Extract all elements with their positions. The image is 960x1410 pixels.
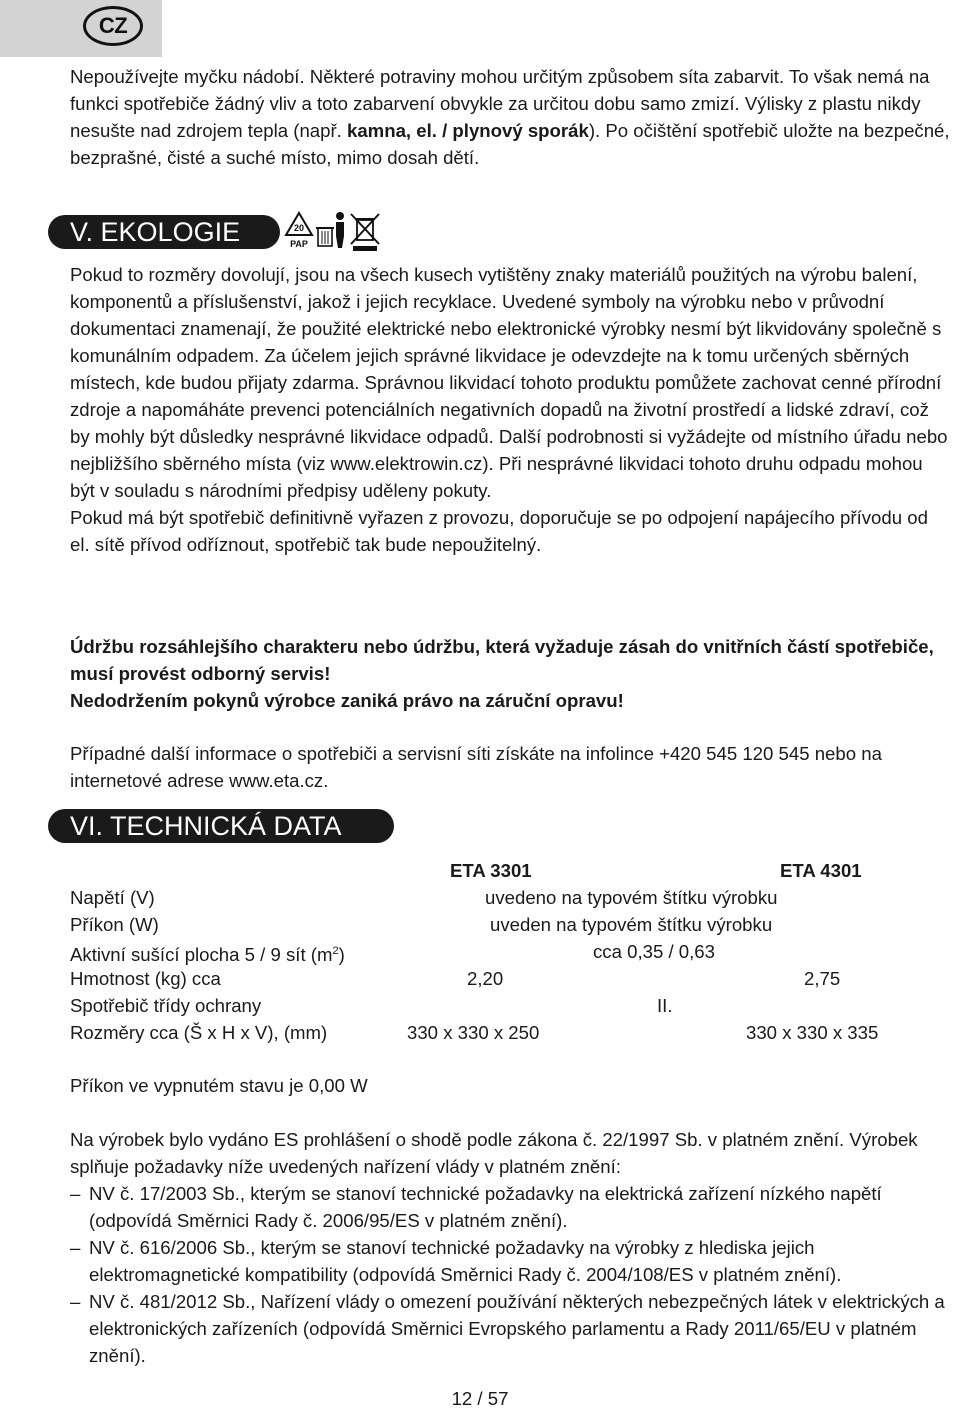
section-heading-technical-data: VI. TECHNICKÁ DATA (48, 809, 394, 843)
regulations-list (70, 1180, 958, 1369)
tech-row: Napětí (V) uvedeno na typovém štítku výrobku (70, 887, 778, 908)
recycling-icons (283, 210, 383, 252)
language-badge: CZ (83, 6, 143, 46)
standby-power: Příkon ve vypnutém stavu je 0,00 W (70, 1075, 368, 1096)
recycling-pap-icon (286, 213, 312, 249)
ecology-paragraph: Pokud to rozměry dovolují, jsou na všech kusech vytištěny znaky materiálů použitých na výrobu balení, komponentů a příslušenství, jakož i jejich recyklace. Uvedené symboly na výrobku nebo v průvodní dokumentaci znamenají, že použité elektrické nebo elektronické výrobky nesmí být likvidovány společně s komunálním odpadem. Za účelem jejich správné likvidace je odevzdejte na k tomu určených sběrných místech, kde budou přijaty zdarma. Správnou likvidací tohoto produktu pomůžete zachovat cenné přírodní zdroje a napomáháte prevenci potenciálních negativních dopadů na životní prostředí a lidské zdraví, což by mohly být důsledky nesprávné likvidace odpadů. Další podrobnosti si vyžádejte od místního úřadu nebo nejbližšího sběrného místa (viz www.elektrowin.cz). Při nesprávné likvidaci tohoto druhu odpadu mohou být v souladu s národními předpisy uděleny pokuty. (70, 264, 948, 501)
tech-row: Příkon (W) uveden na typovém štítku výrobku (70, 914, 773, 935)
tidyman-icon (316, 212, 344, 248)
intro-paragraph: Nepoužívejte myčku nádobí. Některé potraviny mohou určitým způsobem síta zabarvit. To však nemá na funkci spotřebiče žádný vliv a toto zabarvení obvykle za určitou dobu samo zmizí. Výlisky z plastu nikdy nesušte nad zdrojem tepla (např. kamna, el. / plynový sporák). Po očištění spotřebič uložte na bezpečné, bezprašné, čisté a suché místo, mimo dosah dětí. (70, 66, 950, 168)
service-warning: Údržbu rozsáhlejšího charakteru nebo údržbu, která vyžaduje zásah do vnitřních částí spotřebiče, musí provést odborný servis! Nedodržením pokynů výrobce zaniká právo na záruční opravu! (70, 636, 934, 711)
ecology-text (70, 261, 950, 558)
tech-row: Aktivní sušící plocha 5 / 9 sít $(m^2)$ cca 0,35 / 0,63 (70, 941, 715, 966)
list-item: – NV č. 17/2003 Sb., kterým se stanoví technické požadavky na elektrická zařízení nízkého napětí (odpovídá Směrnici Rady č. 2006/95/ES v platném znění). (70, 1183, 882, 1231)
svg-text:PAP: PAP (290, 239, 308, 249)
declaration-text: Na výrobek bylo vydáno ES prohlášení o shodě podle zákona č. 22/1997 Sb. v platném znění. Výrobek splňuje požadavky níže uvedených nařízení vlády v platném znění: (70, 1129, 918, 1177)
section-heading-ecology: V. EKOLOGIE (48, 215, 280, 249)
info-paragraph: Případné další informace o spotřebiči a servisní síti získáte na infolince +420 545 120 545 nebo na internetové adrese www.eta.cz. (70, 743, 882, 791)
model-b-header: ETA 4301 (780, 860, 862, 881)
crossed-bin-icon (351, 214, 379, 251)
model-a-header: ETA 3301 (450, 860, 532, 881)
tech-row: Rozměry cca (Š x H x V), (mm) 330 x 330 x 250 330 x 330 x 335 (70, 1022, 879, 1043)
page-number: 12 / 57 (451, 1388, 509, 1409)
list-item: – NV č. 616/2006 Sb., kterým se stanoví technické požadavky na výrobky z hlediska jejich elektromagnetické kompatibility (odpovídá Směrnici Rady č. 2004/108/ES v platném znění). (70, 1237, 842, 1285)
svg-text:20: 20 (293, 223, 305, 233)
list-item: – NV č. 481/2012 Sb., Nařízení vlády o omezení používání některých nebezpečných látek v elektrických a elektronických zařízeních (odpovídá Směrnici Evropského parlamentu a Rady 2011/65/EU v platném znění). (70, 1291, 945, 1366)
tech-header-row (70, 857, 950, 884)
ecology-paragraph: Pokud má být spotřebič definitivně vyřazen z provozu, doporučuje se po odpojení napájecího přívodu od el. sítě přívod odříznout, spotřebič tak bude nepoužitelný. (70, 507, 928, 555)
tech-row: Hmotnost (kg) cca 2,20 2,75 (70, 968, 841, 989)
tech-row: Spotřebič třídy ochrany II. (70, 995, 673, 1016)
